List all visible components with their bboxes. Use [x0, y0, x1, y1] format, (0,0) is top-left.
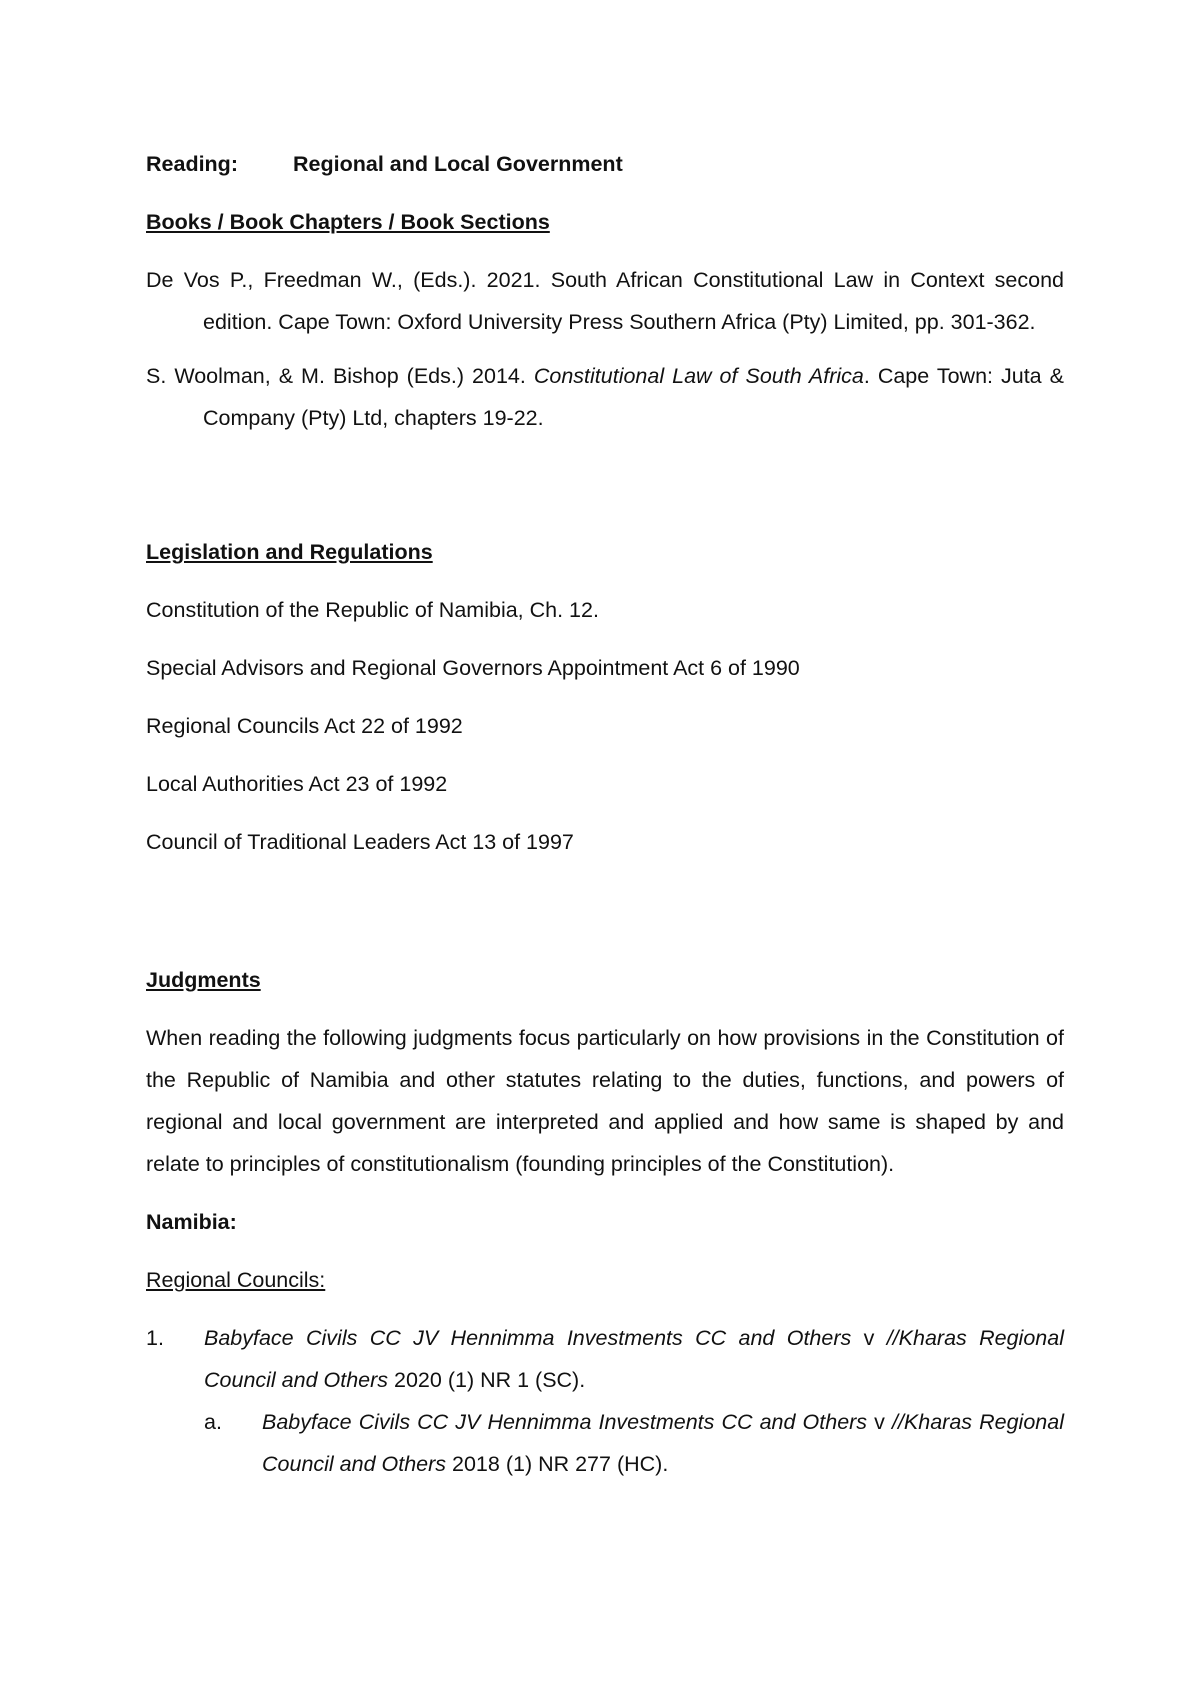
book-reference: De Vos P., Freedman W., (Eds.). 2021. South African Constitutional Law in Context second edition. Cape Town: Oxford University Press Southern Africa (Pty) Limited, pp. 301-362.: [146, 268, 1064, 334]
reading-title: [146, 143, 1064, 185]
case-item: [146, 1317, 1064, 1401]
case-subitem: [146, 1401, 1064, 1485]
case-citation: 2020 (1) NR 1 (SC).: [388, 1368, 586, 1392]
books-heading: Books / Book Chapters / Book Sections: [146, 210, 550, 234]
book-reference-title: Constitutional Law of South Africa: [533, 364, 864, 388]
legislation-item: Special Advisors and Regional Governors Appointment Act 6 of 1990: [146, 656, 800, 680]
regional-councils-subheading: Regional Councils:: [146, 1268, 326, 1292]
legislation-item: Constitution of the Republic of Namibia, Ch. 12.: [146, 598, 599, 622]
document-content: [146, 143, 1064, 1485]
country-heading: Namibia:: [146, 1210, 237, 1234]
case-citation: 2018 (1) NR 277 (HC).: [446, 1452, 669, 1476]
case-versus: v: [851, 1326, 887, 1350]
legislation-item: Local Authorities Act 23 of 1992: [146, 772, 448, 796]
legislation-heading: Legislation and Regulations: [146, 540, 433, 564]
book-reference-publisher: . Cape Town: Juta & Company (Pty) Ltd, chapters 19-22.: [203, 364, 1064, 430]
book-reference-authors: S. Woolman, & M. Bishop (Eds.) 2014.: [146, 364, 534, 388]
judgments-heading: Judgments: [146, 968, 261, 992]
case-versus: v: [867, 1410, 892, 1434]
book-reference: [146, 355, 1064, 439]
reading-label: Reading:: [146, 152, 238, 176]
legislation-item: Council of Traditional Leaders Act 13 of 1997: [146, 830, 574, 854]
judgments-intro: When reading the following judgments focus particularly on how provisions in the Constitution of the Republic of Namibia and other statutes relating to the duties, functions, and powers of regional and local government are interpreted and applied and how same is shaped by and relate to principles of constitutionalism (founding principles of the Constitution).: [146, 1026, 1064, 1176]
case-number: 1.: [146, 1326, 164, 1350]
legislation-item: Regional Councils Act 22 of 1992: [146, 714, 463, 738]
case-subnumber: a.: [204, 1410, 222, 1434]
case-party-b: //Kharas Regional Council and Others: [204, 1326, 1064, 1392]
case-party-a: Babyface Civils CC JV Hennimma Investments CC and Others: [262, 1410, 868, 1434]
case-party-a: Babyface Civils CC JV Hennimma Investments CC and Others: [204, 1326, 852, 1350]
case-party-b: //Kharas Regional Council and Others: [262, 1410, 1064, 1476]
reading-topic: Regional and Local Government: [293, 152, 623, 176]
